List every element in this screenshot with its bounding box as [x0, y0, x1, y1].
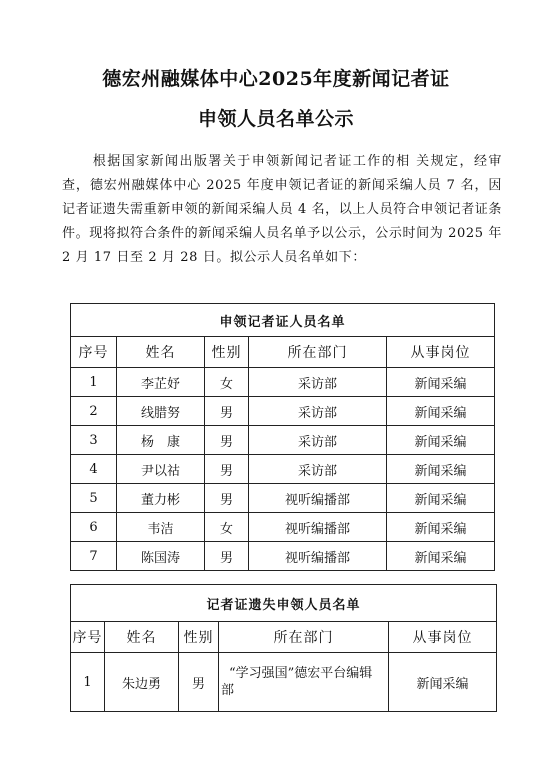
announcement-text: 根据国家新闻出版署关于申领新闻记者证工作的相 关规定，经审查，德宏州融媒体中心 2025 年度申领记者证的新闻采编人员 7 名，因记者证遗失需重新申领的新闻采编人员 4 名，以上人员符合申领记者证条件。现将拟符合条件的新闻采编人员名单予以公示，公示时间为 2025 年 2 月 17 日至 2 月 28 日。拟公示人员名单如下： — [62, 154, 502, 265]
cell-gender: 男 — [205, 397, 249, 426]
cell-no: 3 — [71, 426, 117, 455]
document-title-line2: 申领人员名单公示 — [197, 108, 354, 130]
cell-dept: 采访部 — [249, 426, 387, 455]
table-row — [71, 368, 495, 397]
cell-dept: 视听编播部 — [249, 513, 387, 542]
table-row — [71, 426, 495, 455]
col-header-post: 从事岗位 — [389, 622, 497, 653]
col-header-no: 序号 — [71, 622, 105, 653]
cell-post: 新闻采编 — [387, 484, 495, 513]
cell-gender: 男 — [205, 426, 249, 455]
col-header-gender: 性别 — [179, 622, 219, 653]
cell-name: 线腊努 — [117, 397, 205, 426]
cell-post: 新闻采编 — [387, 397, 495, 426]
cell-post: 新闻采编 — [389, 653, 497, 712]
table-row — [71, 513, 495, 542]
cell-post: 新闻采编 — [387, 426, 495, 455]
lost-card-table-caption: 记者证遗失申领人员名单 — [71, 585, 497, 622]
col-header-dept: 所在部门 — [219, 622, 389, 653]
cell-name: 韦洁 — [117, 513, 205, 542]
table-row — [71, 484, 495, 513]
col-header-post: 从事岗位 — [387, 337, 495, 368]
lost-card-table-header — [71, 622, 497, 653]
col-header-dept: 所在部门 — [249, 337, 387, 368]
cell-dept: 视听编播部 — [249, 484, 387, 513]
cell-post: 新闻采编 — [387, 513, 495, 542]
cell-no: 6 — [71, 513, 117, 542]
announcement-paragraph — [62, 150, 502, 270]
cell-name: 李芷妤 — [117, 368, 205, 397]
cell-post: 新闻采编 — [387, 455, 495, 484]
cell-gender: 男 — [205, 455, 249, 484]
cell-no: 1 — [71, 653, 105, 712]
cell-name: 陈国涛 — [117, 542, 205, 571]
col-header-no: 序号 — [71, 337, 117, 368]
cell-no: 5 — [71, 484, 117, 513]
col-header-name: 姓名 — [105, 622, 179, 653]
cell-dept: 采访部 — [249, 368, 387, 397]
cell-dept-line2: 部 — [221, 683, 235, 698]
document-title-line1: 德宏州融媒体中心2025年度新闻记者证 — [102, 68, 450, 90]
cell-gender: 男 — [205, 484, 249, 513]
cell-post: 新闻采编 — [387, 542, 495, 571]
cell-no: 1 — [71, 368, 117, 397]
cell-no: 4 — [71, 455, 117, 484]
cell-name: 董力彬 — [117, 484, 205, 513]
col-header-gender: 性别 — [205, 337, 249, 368]
cell-dept — [219, 653, 389, 712]
cell-no: 2 — [71, 397, 117, 426]
lost-card-table — [70, 584, 497, 712]
table-row — [71, 455, 495, 484]
cell-name: 朱边勇 — [105, 653, 179, 712]
cell-gender: 女 — [205, 513, 249, 542]
table-row — [71, 542, 495, 571]
cell-dept: 采访部 — [249, 397, 387, 426]
cell-gender: 男 — [179, 653, 219, 712]
applicant-table-header — [71, 337, 495, 368]
cell-dept: 采访部 — [249, 455, 387, 484]
cell-name: 杨 康 — [117, 426, 205, 455]
table-row — [71, 653, 497, 712]
cell-gender: 女 — [205, 368, 249, 397]
cell-post: 新闻采编 — [387, 368, 495, 397]
table-row — [71, 397, 495, 426]
cell-gender: 男 — [205, 542, 249, 571]
applicant-table-caption: 申领记者证人员名单 — [71, 304, 495, 337]
cell-name: 尹以祜 — [117, 455, 205, 484]
applicant-table — [70, 303, 495, 571]
cell-no: 7 — [71, 542, 117, 571]
cell-dept: 视听编播部 — [249, 542, 387, 571]
cell-dept-line1: “学习强国”德宏平台编辑 — [229, 666, 373, 681]
col-header-name: 姓名 — [117, 337, 205, 368]
